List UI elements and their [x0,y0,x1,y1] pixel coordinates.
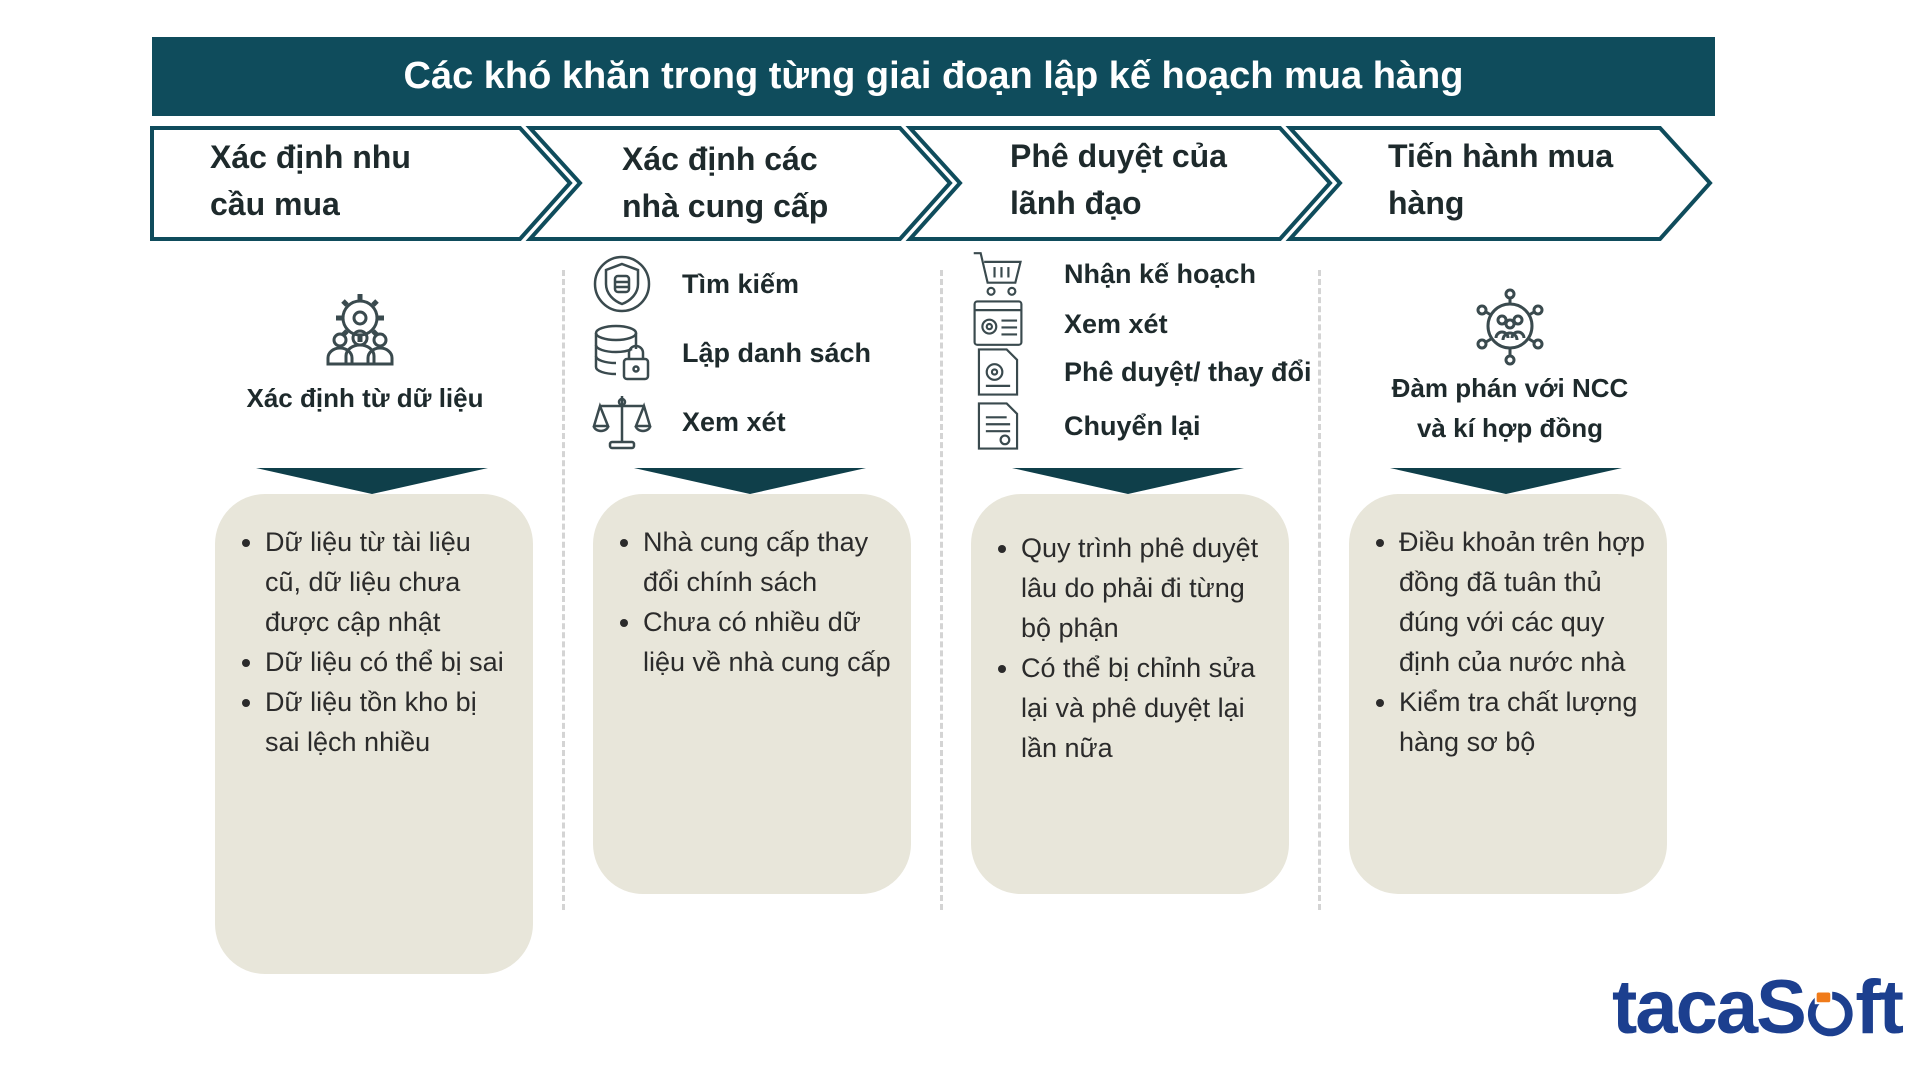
down-arrow-2 [634,468,866,494]
document-list-icon [972,400,1024,452]
phase-label-3: Phê duyệt của lãnh đạo [1010,138,1227,221]
column2-bullet: • Chưa có nhiều dữ liệu về nhà cung cấp [643,602,891,682]
column3-item-label: Xem xét [1064,308,1168,339]
down-arrow-1 [256,468,488,494]
document-settings-icon [972,346,1024,398]
phase-label-1: Xác định nhu cầu mua [210,139,411,222]
people-network-icon [1470,288,1550,368]
column4-bullet: • Kiểm tra chất lượng hàng sơ bộ [1399,682,1647,762]
column2-item-label: Tìm kiếm [682,268,800,299]
column-divider-1 [562,270,565,910]
database-lock-icon [592,323,652,383]
column1-bullet: • Dữ liệu tồn kho bị sai lệch nhiều [265,682,513,762]
column3-item-label: Phê duyệt/ thay đổi [1064,356,1312,387]
diagram-title: Các khó khăn trong từng giai đoạn lập kế hoạch mua hàng [152,37,1715,116]
gear-people-icon [320,288,400,368]
column2-item-label: Xem xét [682,406,786,437]
column3-item-label: Chuyển lại [1064,410,1201,441]
column3-item-label: Nhận kế hoạch [1064,258,1257,289]
column-divider-2 [940,270,943,910]
column1-bullet: • Dữ liệu có thể bị sai [265,642,513,682]
column3-item [972,298,1168,350]
down-arrow-3 [1012,468,1244,494]
column3-card [971,494,1289,894]
shopping-cart-icon [972,248,1024,300]
column2-item [592,254,799,314]
logo-text-part2: S [1756,965,1805,1050]
column-divider-3 [1318,270,1321,910]
column2-card [593,494,911,894]
column4-label: Đàm phán với NCC và kí hợp đồng [1391,373,1629,443]
shield-database-icon [592,254,652,314]
logo-text-part1: taca [1612,965,1757,1050]
logo-o-glyph [1805,986,1856,1038]
column3-bullet: • Quy trình phê duyệt lâu do phải đi từng bộ phận [1021,528,1269,648]
down-arrow-4 [1390,468,1622,494]
column3-item [972,346,1312,398]
column4-card [1349,494,1667,894]
phase-label-2: Xác định các nhà cung cấp [622,141,829,224]
browser-settings-icon [972,298,1024,350]
column3-item [972,248,1256,300]
column3-item [972,400,1201,452]
phase-label-4: Tiến hành mua hàng [1388,138,1614,221]
column1-bullet: • Dữ liệu từ tài liệu cũ, dữ liệu chưa được cập nhật [265,522,513,642]
column3-bullet: • Có thể bị chỉnh sửa lại và phê duyệt lại lần nữa [1021,648,1269,768]
tacasoft-logo [1612,965,1902,1050]
logo-text-part3: ft [1855,965,1902,1050]
column2-item-label: Lập danh sách [682,337,872,368]
column1-card [215,494,533,974]
column1-label: Xác định từ dữ liệu [246,383,484,413]
column2-bullet: • Nhà cung cấp thay đổi chính sách [643,522,891,602]
column2-item [592,392,786,452]
column4-bullet: • Điều khoản trên hợp đồng đã tuân thủ đúng với các quy định của nước nhà [1399,522,1647,682]
column2-item [592,323,871,383]
scales-icon [592,392,652,452]
